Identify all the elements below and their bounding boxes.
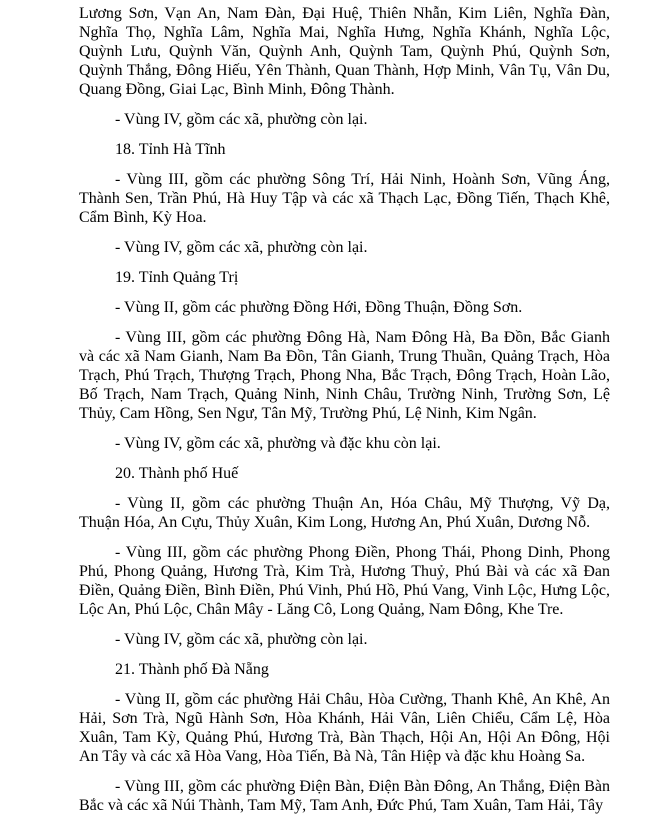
paragraph-region-ii: - Vùng II, gồm các phường Thuận An, Hóa Châu, Mỹ Thượng, Vỹ Dạ, Thuận Hóa, An Cựu, Thủy Xuân, Kim Long, Hương An, Phú Xuân, Dương Nỗ. [79, 495, 610, 531]
paragraph-region-iv: - Vùng IV, gồm các xã, phường và đặc khu còn lại. [115, 435, 441, 452]
paragraph-region-iii: - Vùng III, gồm các phường Phong Điền, Phong Thái, Phong Dinh, Phong Phú, Phong Quảng, Hương Trà, Kim Trà, Hương Thuỷ, Phú Bài và các xã Đan Điền, Quảng Điền, Bình Điền, Phú Vinh, Phú Hồ, Phú Vang, Vinh Lộc, Hưng Lộc, Lộc An, Phú Lộc, Chân Mây - Lăng Cô, Long Quảng, Nam Đông, Khe Tre. [79, 544, 610, 618]
section-heading-da-nang: 21. Thành phố Đà Nẵng [115, 661, 269, 678]
paragraph-continuation: Lương Sơn, Vạn An, Nam Đàn, Đại Huệ, Thiên Nhẫn, Kim Liên, Nghĩa Đàn, Nghĩa Thọ, Nghĩa Lâm, Nghĩa Mai, Nghĩa Hưng, Nghĩa Khánh, Nghĩa Lộc, Quỳnh Lưu, Quỳnh Văn, Quỳnh Anh, Quỳnh Tam, Quỳnh Phú, Quỳnh Sơn, Quỳnh Thắng, Đông Hiếu, Yên Thành, Quan Thành, Hợp Minh, Vân Tụ, Vân Du, Quang Đồng, Giai Lạc, Bình Minh, Đông Thành. [79, 5, 610, 98]
section-heading-hue: 20. Thành phố Huế [115, 465, 239, 482]
paragraph-region-iii: - Vùng III, gồm các phường Đông Hà, Nam Đông Hà, Ba Đồn, Bắc Gianh và các xã Nam Gianh, Nam Ba Đồn, Tân Gianh, Trung Thuần, Quảng Trạch, Hòa Trạch, Phú Trạch, Thượng Trạch, Phong Nha, Bắc Trạch, Đông Trạch, Hoàn Lão, Bố Trạch, Nam Trạch, Quảng Ninh, Ninh Châu, Trường Ninh, Trường Sơn, Lệ Thủy, Cam Hồng, Sen Ngư, Tân Mỹ, Trường Phú, Lệ Ninh, Kim Ngân. [79, 329, 610, 422]
paragraph-region-iv: - Vùng IV, gồm các xã, phường còn lại. [115, 111, 368, 128]
paragraph-region-ii: - Vùng II, gồm các phường Hải Châu, Hòa Cường, Thanh Khê, An Khê, An Hải, Sơn Trà, Ngũ Hành Sơn, Hòa Khánh, Hải Vân, Liên Chiểu, Cẩm Lệ, Hòa Xuân, Tam Kỳ, Quảng Phú, Hương Trà, Bàn Thạch, Hội An, Hội An Đông, Hội An Tây và các xã Hòa Vang, Hòa Tiến, Bà Nà, Tân Hiệp và đặc khu Hoàng Sa. [79, 691, 610, 765]
paragraph-region-iii: - Vùng III, gồm các phường Sông Trí, Hải Ninh, Hoành Sơn, Vũng Áng, Thành Sen, Trần Phú, Hà Huy Tập và các xã Thạch Lạc, Đồng Tiến, Thạch Khê, Cẩm Bình, Kỳ Hoa. [79, 171, 610, 226]
paragraph-region-iv: - Vùng IV, gồm các xã, phường còn lại. [115, 239, 368, 256]
section-heading-ha-tinh: 18. Tỉnh Hà Tĩnh [115, 141, 226, 158]
document-page [79, 4, 610, 825]
paragraph-region-ii: - Vùng II, gồm các phường Đồng Hới, Đồng Thuận, Đồng Sơn. [115, 299, 523, 316]
section-heading-quang-tri: 19. Tỉnh Quảng Trị [115, 269, 239, 286]
paragraph-region-iii: - Vùng III, gồm các phường Điện Bàn, Điện Bàn Đông, An Thắng, Điện Bàn Bắc và các xã Núi Thành, Tam Mỹ, Tam Anh, Đức Phú, Tam Xuân, Tam Hải, Tây [79, 778, 610, 814]
paragraph-region-iv: - Vùng IV, gồm các xã, phường còn lại. [115, 631, 368, 648]
